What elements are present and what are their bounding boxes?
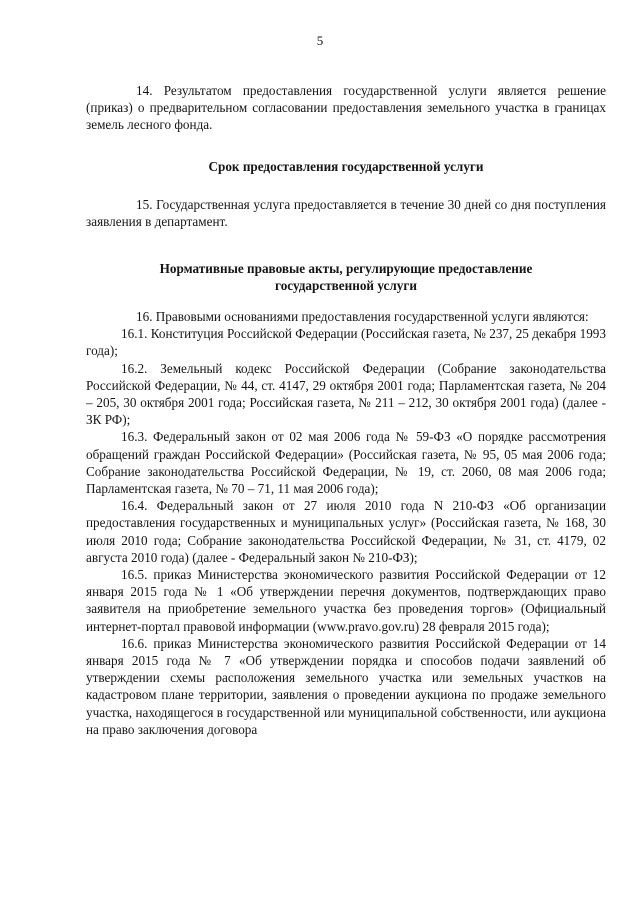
paragraph-16-1: 16.1. Конституция Российской Федерации (Российская газета, № 237, 25 декабря 1993 года); bbox=[86, 326, 606, 359]
paragraph-16-2: 16.2. Земельный кодекс Российской Федерации (Собрание законодательства Российской Федерации, № 44, ст. 4147, 29 октября 2001 года; Парламентская газета, № 204 – 205, 30 октября 2001 года; Российская газета, № 211 – 212, 30 октября 2001 года) (далее - ЗК РФ); bbox=[86, 360, 606, 428]
paragraph-16-6: 16.6. приказ Министерства экономического развития Российской Федерации от 14 января 2015 года № 7 «Об утверждении порядка и способов подачи заявлений об утверждении схемы расположения земельного участка или земельных участков на кадастровом плане территории, заявления о проведении аукциона по продаже земельного участка, находящегося в государственной или муниципальной собственности, или аукциона на право заключения договора bbox=[86, 635, 606, 737]
paragraph-16: 16. Правовыми основаниями предоставления государственной услуги являются: bbox=[136, 309, 589, 325]
paragraph-16-5: 16.5. приказ Министерства экономического развития Российской Федерации от 12 января 2015 года № 1 «Об утверждении перечня документов, подтверждающих право заявителя на приобретение земельного участка без проведения торгов» (Официальный интернет-портал правовой информации (www.pravo.gov.ru) 28 февраля 2015 года); bbox=[86, 567, 606, 634]
paragraph-14: 14. Результатом предоставления государственной услуги является решение (приказ) о предварительном согласовании предоставления земельного участка в границах земель лесного фонда. bbox=[86, 83, 606, 133]
heading-legal-acts: Нормативные правовые акты, регулирующие предоставление государственной услуги bbox=[159, 261, 533, 294]
paragraph-16-3: 16.3. Федеральный закон от 02 мая 2006 года № 59-ФЗ «О порядке рассмотрения обращений граждан Российской Федерации» (Российская газета, № 95, 05 мая 2006 года; Собрание законодательства Российской Федерации, № 19, ст. 2060, 08 мая 2006 года; Парламентская газета, № 70 – 71, 11 мая 2006 года); bbox=[86, 429, 606, 497]
paragraph-15: 15. Государственная услуга предоставляется в течение 30 дней со дня поступления заявления в департамент. bbox=[86, 196, 606, 229]
document-body bbox=[86, 70, 606, 738]
page-number: 5 bbox=[316, 33, 324, 48]
paragraph-16-4: 16.4. Федеральный закон от 27 июля 2010 года N 210-ФЗ «Об организации предоставления государственных и муниципальных услуг» (Российская газета, № 168, 30 июля 2010 года; Собрание законодательства Российской Федерации, № 31, ст. 4179, 02 августа 2010 года) (далее - Федеральный закон № 210-ФЗ); bbox=[86, 498, 606, 565]
heading-service-term: Срок предоставления государственной услуги bbox=[208, 158, 484, 174]
